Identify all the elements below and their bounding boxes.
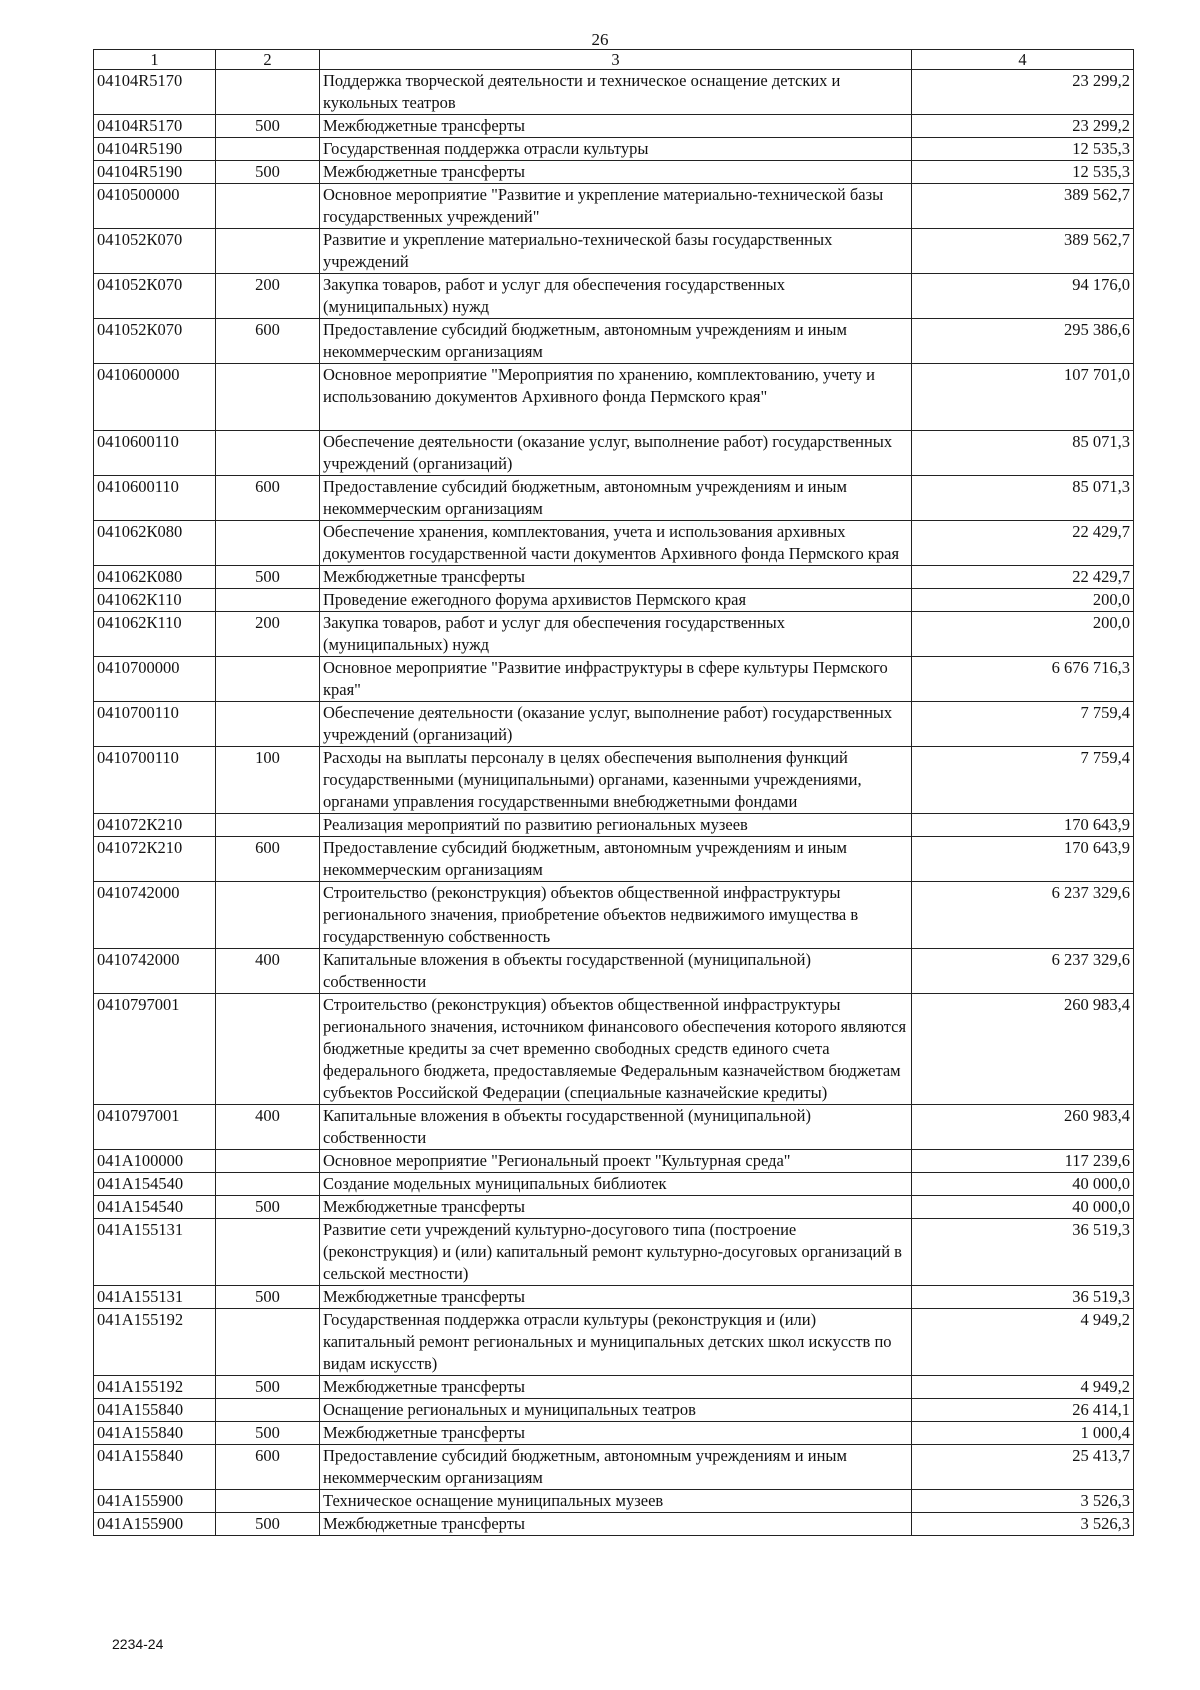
cell-amount: 94 176,0 [912,274,1134,319]
cell-code: 04104R5190 [94,138,216,161]
cell-name: Предоставление субсидий бюджетным, автономным учреждениям и иным некоммерческим организациям [320,476,912,521]
cell-amount: 200,0 [912,589,1134,612]
cell-code: 041062К110 [94,612,216,657]
cell-name: Основное мероприятие "Мероприятия по хранению, комплектованию, учету и использованию документов Архивного фонда Пермского края" [320,364,912,431]
cell-expense-type: 400 [216,949,320,994]
cell-code: 041A155192 [94,1309,216,1376]
cell-expense-type: 500 [216,1196,320,1219]
cell-code: 041052К070 [94,274,216,319]
cell-code: 0410500000 [94,184,216,229]
cell-name: Основное мероприятие "Развитие и укрепление материально-технической базы государственных учреждений" [320,184,912,229]
table-row [94,521,1134,566]
cell-expense-type [216,431,320,476]
cell-code: 0410700110 [94,702,216,747]
cell-expense-type [216,814,320,837]
cell-code: 041072К210 [94,837,216,882]
table-row [94,184,1134,229]
cell-name: Государственная поддержка отрасли культуры (реконструкция и (или) капитальный ремонт региональных и муниципальных детских школ искусств по видам искусств) [320,1309,912,1376]
table-row [94,138,1134,161]
cell-amount: 40 000,0 [912,1196,1134,1219]
cell-code: 041052К070 [94,319,216,364]
cell-amount: 4 949,2 [912,1309,1134,1376]
table-row [94,1286,1134,1309]
page-number: 26 [591,30,609,49]
cell-name: Основное мероприятие "Развитие инфраструктуры в сфере культуры Пермского края" [320,657,912,702]
cell-expense-type: 500 [216,566,320,589]
cell-name: Межбюджетные трансферты [320,1286,912,1309]
table-row [94,1150,1134,1173]
cell-expense-type [216,702,320,747]
cell-expense-type [216,994,320,1105]
cell-code: 04104R5190 [94,161,216,184]
cell-name: Техническое оснащение муниципальных музеев [320,1490,912,1513]
table-row [94,1445,1134,1490]
cell-code: 041A155840 [94,1399,216,1422]
cell-expense-type [216,229,320,274]
cell-name: Закупка товаров, работ и услуг для обеспечения государственных (муниципальных) нужд [320,612,912,657]
cell-name: Создание модельных муниципальных библиотек [320,1173,912,1196]
cell-amount: 170 643,9 [912,814,1134,837]
column-header-type: 2 [216,50,320,70]
table-row [94,1309,1134,1376]
cell-expense-type: 600 [216,1445,320,1490]
cell-expense-type: 100 [216,747,320,814]
cell-code: 0410700110 [94,747,216,814]
cell-name: Межбюджетные трансферты [320,1422,912,1445]
cell-amount: 170 643,9 [912,837,1134,882]
table-row [94,229,1134,274]
cell-code: 0410742000 [94,882,216,949]
cell-amount: 7 759,4 [912,702,1134,747]
table-row [94,1422,1134,1445]
table-row [94,589,1134,612]
cell-expense-type [216,657,320,702]
cell-code: 041A154540 [94,1196,216,1219]
table-row [94,431,1134,476]
cell-code: 041052К070 [94,229,216,274]
cell-name: Предоставление субсидий бюджетным, автономным учреждениям и иным некоммерческим организациям [320,837,912,882]
table-row [94,319,1134,364]
table-row [94,837,1134,882]
cell-code: 041A100000 [94,1150,216,1173]
cell-code: 041062К080 [94,566,216,589]
cell-amount: 6 237 329,6 [912,882,1134,949]
cell-amount: 23 299,2 [912,115,1134,138]
cell-amount: 22 429,7 [912,566,1134,589]
cell-name: Предоставление субсидий бюджетным, автономным учреждениям и иным некоммерческим организациям [320,1445,912,1490]
table-row [94,612,1134,657]
cell-code: 041A155131 [94,1219,216,1286]
cell-expense-type: 600 [216,319,320,364]
table-body [94,70,1134,1536]
cell-code: 04104R5170 [94,70,216,115]
table-row [94,814,1134,837]
cell-name: Развитие и укрепление материально-технической базы государственных учреждений [320,229,912,274]
cell-name: Поддержка творческой деятельности и техническое оснащение детских и кукольных театров [320,70,912,115]
cell-amount: 260 983,4 [912,994,1134,1105]
cell-name: Предоставление субсидий бюджетным, автономным учреждениям и иным некоммерческим организациям [320,319,912,364]
cell-code: 0410797001 [94,1105,216,1150]
cell-code: 0410797001 [94,994,216,1105]
cell-expense-type: 600 [216,837,320,882]
table-row [94,1513,1134,1536]
cell-name: Межбюджетные трансферты [320,115,912,138]
cell-amount: 107 701,0 [912,364,1134,431]
cell-name: Обеспечение деятельности (оказание услуг, выполнение работ) государственных учреждений (организаций) [320,702,912,747]
cell-name: Межбюджетные трансферты [320,1196,912,1219]
cell-amount: 26 414,1 [912,1399,1134,1422]
cell-expense-type [216,184,320,229]
cell-amount: 22 429,7 [912,521,1134,566]
cell-expense-type [216,1399,320,1422]
cell-amount: 36 519,3 [912,1286,1134,1309]
cell-amount: 200,0 [912,612,1134,657]
cell-expense-type [216,521,320,566]
budget-table [93,49,1134,1536]
cell-amount: 389 562,7 [912,184,1134,229]
cell-amount: 295 386,6 [912,319,1134,364]
cell-code: 041A155900 [94,1513,216,1536]
table-row [94,476,1134,521]
cell-code: 0410600110 [94,431,216,476]
cell-amount: 85 071,3 [912,476,1134,521]
column-header-amount: 4 [912,50,1134,70]
cell-code: 041A155840 [94,1445,216,1490]
table-row [94,566,1134,589]
cell-code: 0410600110 [94,476,216,521]
table-row [94,949,1134,994]
cell-amount: 36 519,3 [912,1219,1134,1286]
table-row [94,115,1134,138]
cell-code: 041A154540 [94,1173,216,1196]
cell-name: Строительство (реконструкция) объектов общественной инфраструктуры регионального значения, источником финансового обеспечения которого являются бюджетные кредиты за счет временно свободных средств единого счета федерального бюджета, предоставляемые Федеральным казначейством бюджетам субъектов Российской Федерации (специальные казначейские кредиты) [320,994,912,1105]
cell-name: Обеспечение деятельности (оказание услуг, выполнение работ) государственных учреждений (организаций) [320,431,912,476]
cell-expense-type [216,1309,320,1376]
cell-code: 041062К080 [94,521,216,566]
table-row [94,70,1134,115]
cell-amount: 23 299,2 [912,70,1134,115]
column-header-name: 3 [320,50,912,70]
cell-amount: 3 526,3 [912,1513,1134,1536]
cell-expense-type [216,882,320,949]
cell-expense-type [216,364,320,431]
table-row [94,364,1134,431]
cell-code: 041A155192 [94,1376,216,1399]
cell-name: Оснащение региональных и муниципальных театров [320,1399,912,1422]
table-row [94,702,1134,747]
cell-amount: 389 562,7 [912,229,1134,274]
cell-code: 041A155840 [94,1422,216,1445]
cell-code: 0410742000 [94,949,216,994]
cell-code: 041A155131 [94,1286,216,1309]
cell-expense-type [216,589,320,612]
cell-name: Капитальные вложения в объекты государственной (муниципальной) собственности [320,949,912,994]
cell-code: 041072К210 [94,814,216,837]
cell-name: Обеспечение хранения, комплектования, учета и использования архивных документов государственной части документов Архивного фонда Пермского края [320,521,912,566]
cell-name: Реализация мероприятий по развитию региональных музеев [320,814,912,837]
table-row [94,994,1134,1105]
cell-amount: 1 000,4 [912,1422,1134,1445]
cell-amount: 6 676 716,3 [912,657,1134,702]
cell-amount: 260 983,4 [912,1105,1134,1150]
cell-name: Строительство (реконструкция) объектов общественной инфраструктуры регионального значения, приобретение объектов недвижимого имущества в государственную собственность [320,882,912,949]
cell-amount: 117 239,6 [912,1150,1134,1173]
cell-expense-type: 400 [216,1105,320,1150]
cell-expense-type [216,70,320,115]
cell-expense-type [216,138,320,161]
document-code: 2234-24 [112,1636,164,1652]
cell-expense-type: 500 [216,1286,320,1309]
cell-name: Межбюджетные трансферты [320,161,912,184]
cell-amount: 12 535,3 [912,161,1134,184]
cell-name: Закупка товаров, работ и услуг для обеспечения государственных (муниципальных) нужд [320,274,912,319]
cell-amount: 3 526,3 [912,1490,1134,1513]
cell-code: 041A155900 [94,1490,216,1513]
cell-expense-type [216,1150,320,1173]
cell-code: 0410700000 [94,657,216,702]
cell-expense-type [216,1173,320,1196]
cell-amount: 85 071,3 [912,431,1134,476]
cell-amount: 6 237 329,6 [912,949,1134,994]
cell-expense-type: 500 [216,1422,320,1445]
cell-name: Проведение ежегодного форума архивистов Пермского края [320,589,912,612]
cell-amount: 40 000,0 [912,1173,1134,1196]
table-row [94,1173,1134,1196]
cell-expense-type: 500 [216,161,320,184]
cell-amount: 7 759,4 [912,747,1134,814]
table-row [94,161,1134,184]
cell-expense-type [216,1219,320,1286]
cell-amount: 4 949,2 [912,1376,1134,1399]
cell-name: Межбюджетные трансферты [320,1513,912,1536]
table-row [94,657,1134,702]
cell-expense-type: 200 [216,274,320,319]
cell-expense-type: 600 [216,476,320,521]
cell-amount: 12 535,3 [912,138,1134,161]
table-row [94,274,1134,319]
table-row [94,1219,1134,1286]
cell-name: Межбюджетные трансферты [320,566,912,589]
cell-expense-type: 500 [216,1513,320,1536]
cell-code: 041062К110 [94,589,216,612]
cell-amount: 25 413,7 [912,1445,1134,1490]
table-row [94,1196,1134,1219]
table-row [94,1490,1134,1513]
cell-expense-type: 200 [216,612,320,657]
cell-name: Межбюджетные трансферты [320,1376,912,1399]
table-row [94,882,1134,949]
cell-code: 0410600000 [94,364,216,431]
table-row [94,747,1134,814]
cell-name: Государственная поддержка отрасли культуры [320,138,912,161]
cell-name: Расходы на выплаты персоналу в целях обеспечения выполнения функций государственными (муниципальными) органами, казенными учреждениями, органами управления государственными внебюджетными фондами [320,747,912,814]
cell-expense-type: 500 [216,1376,320,1399]
cell-name: Капитальные вложения в объекты государственной (муниципальной) собственности [320,1105,912,1150]
table-row [94,1105,1134,1150]
cell-expense-type: 500 [216,115,320,138]
table-row [94,1399,1134,1422]
column-header-code: 1 [94,50,216,70]
cell-expense-type [216,1490,320,1513]
table-row [94,1376,1134,1399]
table-header-row [94,50,1134,70]
cell-name: Развитие сети учреждений культурно-досугового типа (построение (реконструкция) и (или) капитальный ремонт культурно-досуговых организаций в сельской местности) [320,1219,912,1286]
cell-name: Основное мероприятие "Региональный проект "Культурная среда" [320,1150,912,1173]
cell-code: 04104R5170 [94,115,216,138]
